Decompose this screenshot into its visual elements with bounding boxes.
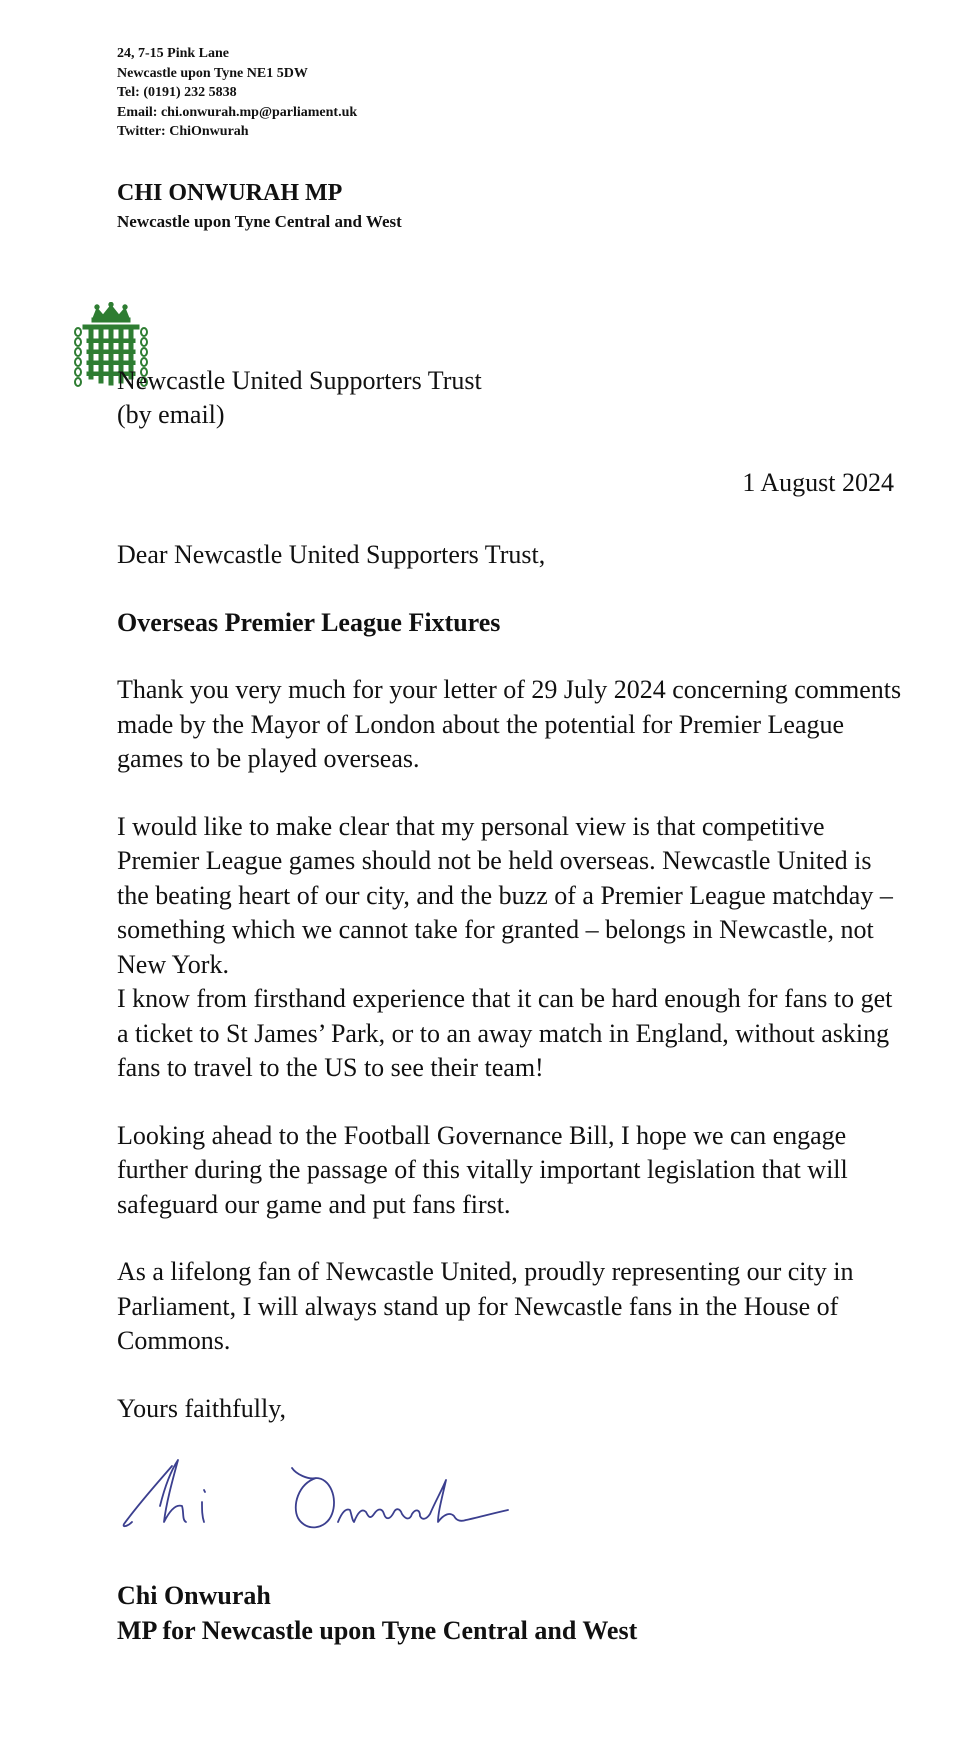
address-line: 24, 7-15 Pink Lane: [117, 46, 230, 61]
handwritten-signature: [120, 1450, 580, 1560]
body-paragraph: Thank you very much for your letter of 29 July 2024 concerning comments made by the Mayor of London about the potential for Premier League games to be played overseas.: [117, 675, 902, 773]
closing: Yours faithfully,: [117, 1393, 287, 1423]
constituency-heading: Newcastle upon Tyne Central and West: [117, 212, 402, 231]
body-paragraph: As a lifelong fan of Newcastle United, proudly representing our city in Parliament, I will always stand up for Newcastle fans in the House of Commons.: [117, 1257, 854, 1355]
phone-line: Tel: (0191) 232 5838: [117, 85, 237, 100]
body-paragraph: I would like to make clear that my personal view is that competitive Premier League games should not be held overseas. Newcastle United is the beating heart of our city, and the buzz of a Premier League matchday – something which we cannot take for granted – belongs in Newcastle, not New York.: [117, 811, 893, 979]
signatory-block: [117, 1578, 637, 1648]
body-paragraph: I know from firsthand experience that it can be hard enough for fans to get a ticket to St James’ Park, or to an away match in England, without asking fans to travel to the US to see their team!: [117, 984, 893, 1082]
twitter-line: Twitter: ChiOnwurah: [117, 124, 249, 139]
mp-name-heading: CHI ONWURAH MP: [117, 180, 343, 206]
recipient-block: [117, 364, 482, 432]
subject-line: Overseas Premier League Fixtures: [117, 607, 501, 637]
letter-date: 1 August 2024: [742, 468, 894, 497]
letterhead-address: [117, 44, 357, 142]
signatory-title: MP for Newcastle upon Tyne Central and West: [117, 1616, 638, 1645]
address-line: Newcastle upon Tyne NE1 5DW: [117, 65, 308, 81]
body-paragraph: Looking ahead to the Football Governance Bill, I hope we can engage further during the passage of this vitally important legislation that will safeguard our game and put fans first.: [117, 1120, 848, 1219]
signatory-name: Chi Onwurah: [117, 1581, 271, 1610]
recipient-name: Newcastle United Supporters Trust: [117, 366, 482, 395]
email-line: Email: chi.onwurah.mp@parliament.uk: [117, 104, 358, 120]
letter-body: [117, 538, 907, 1459]
salutation: Dear Newcastle United Supporters Trust,: [117, 540, 546, 569]
recipient-method: (by email): [117, 400, 225, 429]
